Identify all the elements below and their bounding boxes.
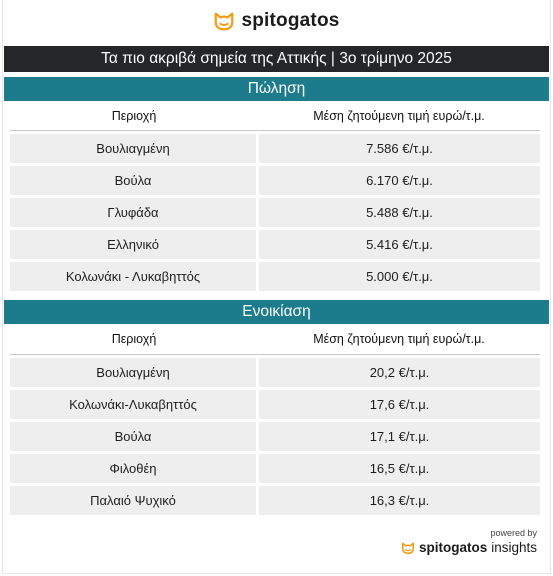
price-cell: 17,6 €/τ.μ. xyxy=(259,390,540,419)
price-cell: 17,1 €/τ.μ. xyxy=(259,422,540,451)
price-cell: 5.488 €/τ.μ. xyxy=(259,198,540,227)
divider xyxy=(10,354,540,355)
powered-by-footer xyxy=(401,528,537,555)
brand-wordmark: spitogatos xyxy=(241,10,340,31)
price-cell: 20,2 €/τ.μ. xyxy=(259,358,540,387)
table-row xyxy=(10,486,540,515)
table-row xyxy=(10,230,540,259)
price-cell: 7.586 €/τ.μ. xyxy=(259,134,540,163)
table-row xyxy=(10,262,540,291)
insights-logo xyxy=(401,540,537,555)
area-cell: Παλαιό Ψυχικό xyxy=(10,486,256,515)
table-row xyxy=(10,390,540,419)
brand-logo xyxy=(0,8,553,34)
rent-col-price: Μέση ζητούμενη τιμή ευρώ/τ.μ. xyxy=(313,332,485,346)
table-row xyxy=(10,422,540,451)
insights-brand-main: spitogatos xyxy=(418,540,488,555)
price-cell: 5.000 €/τ.μ. xyxy=(259,262,540,291)
table-row xyxy=(10,358,540,387)
area-cell: Κολωνάκι - Λυκαβηττός xyxy=(10,262,256,291)
sale-section-heading: Πώληση xyxy=(4,77,549,101)
page-title: Τα πιο ακριβά σημεία της Αττικής | 3ο τρίμηνο 2025 xyxy=(4,46,549,72)
cat-logo-icon xyxy=(401,541,415,555)
powered-by-label: powered by xyxy=(490,528,537,538)
rent-col-area: Περιοχή xyxy=(111,332,157,346)
rent-column-headers xyxy=(10,327,540,351)
sale-column-headers xyxy=(10,104,540,128)
rent-section-heading: Ενοικίαση xyxy=(4,300,549,324)
area-cell: Ελληνικό xyxy=(10,230,256,259)
rent-table xyxy=(10,358,540,518)
price-cell: 16,5 €/τ.μ. xyxy=(259,454,540,483)
sale-col-price: Μέση ζητούμενη τιμή ευρώ/τ.μ. xyxy=(313,109,485,123)
price-cell: 16,3 €/τ.μ. xyxy=(259,486,540,515)
area-cell: Κολωνάκι-Λυκαβηττός xyxy=(10,390,256,419)
price-cell: 6.170 €/τ.μ. xyxy=(259,166,540,195)
sale-col-area: Περιοχή xyxy=(111,109,157,123)
area-cell: Γλυφάδα xyxy=(10,198,256,227)
area-cell: Βουλιαγμένη xyxy=(10,358,256,387)
sale-table xyxy=(10,134,540,294)
table-row xyxy=(10,198,540,227)
table-row xyxy=(10,454,540,483)
area-cell: Βούλα xyxy=(10,422,256,451)
divider xyxy=(10,130,540,131)
table-row xyxy=(10,134,540,163)
area-cell: Βουλιαγμένη xyxy=(10,134,256,163)
price-cell: 5.416 €/τ.μ. xyxy=(259,230,540,259)
area-cell: Φιλοθέη xyxy=(10,454,256,483)
cat-logo-icon xyxy=(213,10,235,32)
table-row xyxy=(10,166,540,195)
area-cell: Βούλα xyxy=(10,166,256,195)
insights-brand-sub: insights xyxy=(491,540,537,555)
